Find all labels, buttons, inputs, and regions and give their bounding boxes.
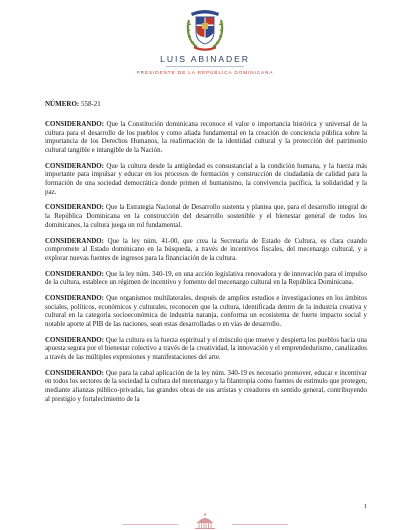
paragraph <box>45 271 367 288</box>
paragraph <box>45 238 367 264</box>
palace-dome-icon <box>190 513 220 529</box>
decree-number-value: 558-21 <box>80 100 101 108</box>
paragraph-text: Que la Constitución dominicana reconoce el valor e importancia histórica y universal de la cultura para el desarrollo de los pueblos y como aliada fundamental en la creación de conciencia pública sobre la importancia de los Derechos Humanos, la reafirmación de la identidad cultural y la protección del patrimonio cultural tangible e intangible de la Nación. <box>45 121 367 154</box>
header-divider <box>166 66 244 67</box>
paragraph-lead: CONSIDERANDO: <box>45 295 104 303</box>
paragraph-lead: CONSIDERANDO: <box>45 336 104 344</box>
paragraph <box>45 337 367 363</box>
paragraph <box>45 295 367 329</box>
paragraph <box>45 370 367 404</box>
paragraph <box>45 163 367 197</box>
paragraph-lead: CONSIDERANDO: <box>45 369 104 377</box>
footer-line-left <box>122 524 178 525</box>
paragraph-lead: CONSIDERANDO: <box>45 162 104 170</box>
footer <box>0 510 410 530</box>
paragraph-lead: CONSIDERANDO: <box>45 270 104 278</box>
author-office: PRESIDENTE DE LA REPÚBLICA DOMINICANA <box>136 70 274 75</box>
page-number: 1 <box>363 503 367 510</box>
author-name: LUIS ABINADER <box>160 54 250 64</box>
paragraph-text: Que la ley núm. 340-19, en una acción legislativa renovadora y de innovación para el impulso de la cultura, establece un régimen de incentivo y fomento del mecenazgo cultural en la República Dominicana. <box>45 270 367 287</box>
paragraph <box>45 121 367 155</box>
paragraph <box>45 204 367 230</box>
paragraph-text: Que organismos multilaterales, después de amplios estudios e investigaciones en los ámbitos sociales, políticos, económicos y culturales, reconocen que la cultura, identificada dentro de la industria creativa y cultural en la categoría socioeconómica de industria naranja, conforma un ecosistema de fuerte impacto social y notable aporte al PIB de las naciones, sean estas desarrolladas o en vías de desarrollo. <box>45 295 367 328</box>
decree-number <box>45 100 367 109</box>
paragraph-text: Que la ley núm. 41-00, que crea la Secretaría de Estado de Cultura, es clara cuando compromete al Estado dominicano en la búsqueda, a través de incentivos fiscales, del mecenazgo cultural, y a explorar nuevas fuentes de ingresos para la financiación de la cultura. <box>45 237 367 262</box>
footer-line-right <box>232 524 288 525</box>
decree-number-label: NÚMERO: <box>45 100 80 108</box>
paragraph-text: Que la cultura es la fuerza espiritual y el músculo que mueve y despierta los pueblos hacia una apuesta segura por el bienestar colectivo a través de la creatividad, la innovación y el emprendedurismo, canalizados a través de las múltiples expresiones y manifestaciones del arte. <box>45 336 367 361</box>
paragraph-lead: CONSIDERANDO: <box>45 204 104 212</box>
paragraph-text: Que la Estrategia Nacional de Desarrollo sustenta y plantea que, para el desarrollo integral de la República Dominicana en la construcción del desarrollo sostenible y el bienestar general de todos los dominicanos, la cultura juega un rol fundamental. <box>45 204 367 229</box>
document-body <box>45 100 367 412</box>
paragraph-text: Que para la cabal aplicación de la ley núm. 340-19 es necesario promover, educar e incentivar en todos los sectores de la sociedad la cultura del mecenazgo y la filantropía como fuentes de estímulo que protegen, mediante alianzas público-privadas, las grandes obras de sus artistas y creadores en sentido general, contribuyendo al prestigio y fortalecimiento de la <box>45 369 367 403</box>
paragraph-text: Que la cultura desde la antigüedad es consustancial a la condición humana, y la fuerza más importante para impulsar y educar en los procesos de formación y construcción de ciudadanía de calidad para la formación de una sociedad democrática donde primen el humanismo, la convivencia pacífica, la solidaridad y la paz. <box>45 162 367 196</box>
paragraph-lead: CONSIDERANDO: <box>45 237 104 245</box>
paragraph-lead: CONSIDERANDO: <box>45 121 104 129</box>
coat-of-arms-icon <box>183 4 227 52</box>
